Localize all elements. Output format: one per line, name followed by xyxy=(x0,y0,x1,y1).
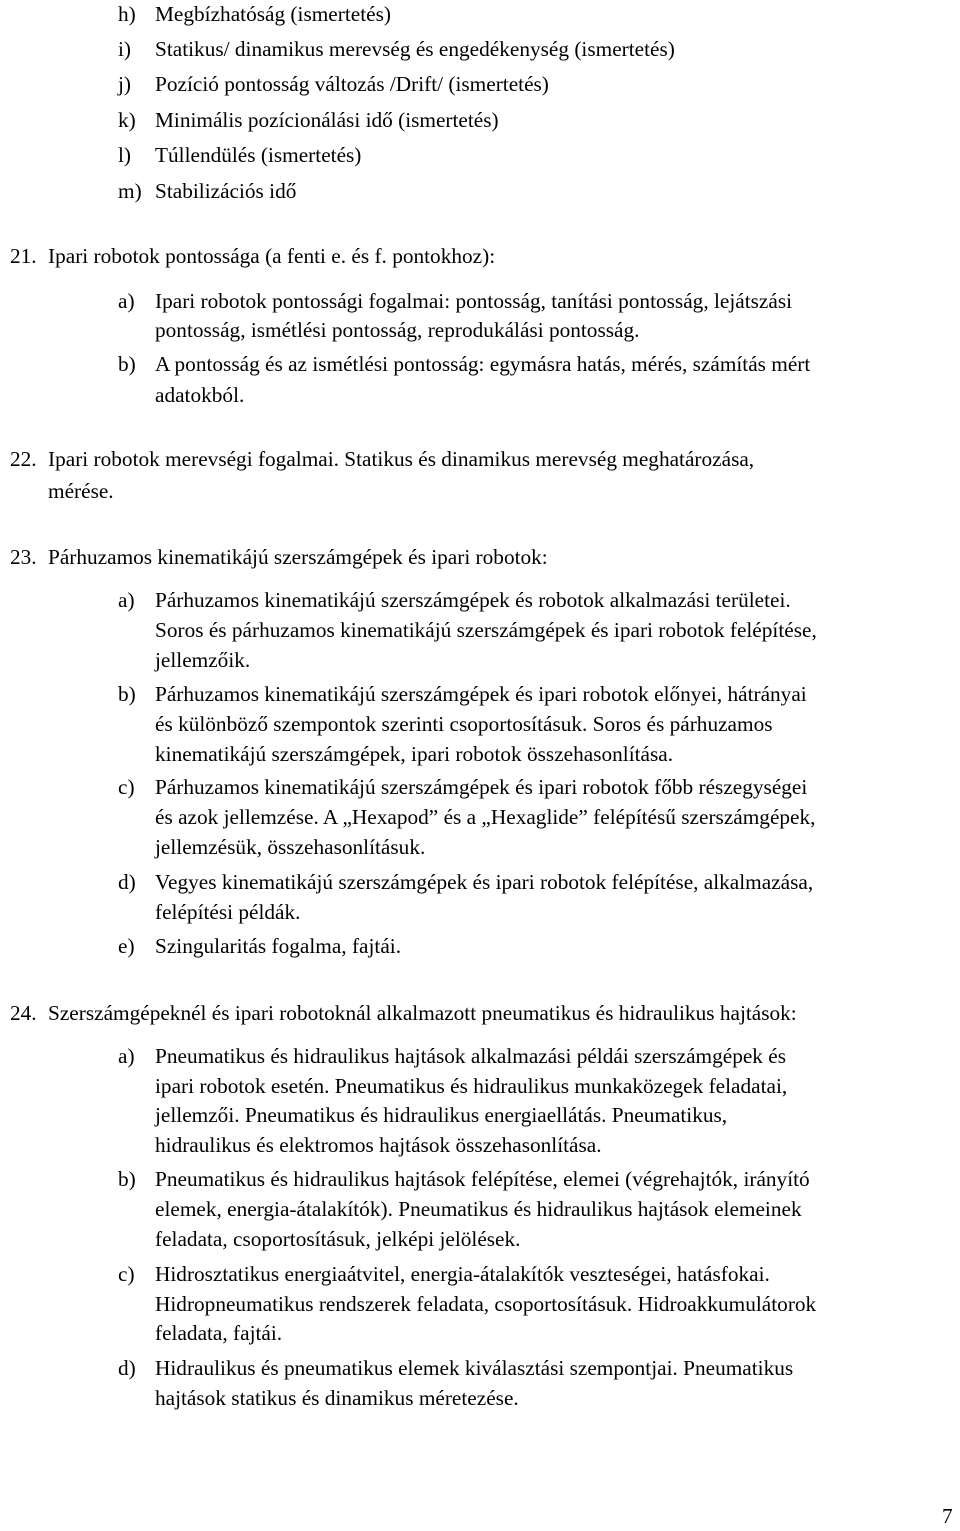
list-item-text: jellemzőik. xyxy=(155,648,251,672)
list-marker: a) xyxy=(118,289,135,313)
list-item-text: pontosság, ismétlési pontosság, reprodukálási pontosság. xyxy=(155,318,640,342)
list-item-text: hajtások statikus és dinamikus méretezése. xyxy=(155,1386,519,1410)
section-number: 21. xyxy=(10,244,37,268)
list-marker: a) xyxy=(118,1044,135,1068)
list-item-text: kinematikájú szerszámgépek, ipari robotok összehasonlítása. xyxy=(155,742,674,766)
list-marker: c) xyxy=(118,1262,135,1286)
list-item-text: Hidropneumatikus rendszerek feladata, csoportosításuk. Hidroakkumulátorok xyxy=(155,1292,817,1316)
list-marker: l) xyxy=(118,143,132,167)
section-number: 23. xyxy=(10,545,37,569)
list-item-text: jellemzői. Pneumatikus és hidraulikus energiaellátás. Pneumatikus, xyxy=(155,1103,728,1127)
list-item-text: Stabilizációs idő xyxy=(155,179,297,203)
list-item-text: Párhuzamos kinematikájú szerszámgépek és robotok alkalmazási területei. xyxy=(155,588,791,612)
section-number: 22. xyxy=(10,447,37,471)
section-title: Szerszámgépeknél és ipari robotoknál alkalmazott pneumatikus és hidraulikus hajtások: xyxy=(48,1001,797,1025)
section-number: 24. xyxy=(10,1001,37,1025)
list-item-text: és különböző szempontok szerinti csoportosításuk. Soros és párhuzamos xyxy=(155,712,773,736)
section-title: Ipari robotok merevségi fogalmai. Statikus és dinamikus merevség meghatározása, xyxy=(48,447,755,471)
section-title: Ipari robotok pontossága (a fenti e. és f. pontokhoz): xyxy=(48,244,496,268)
list-marker: a) xyxy=(118,588,135,612)
list-marker: d) xyxy=(118,1356,136,1380)
list-item-text: Párhuzamos kinematikájú szerszámgépek és ipari robotok előnyei, hátrányai xyxy=(155,682,807,706)
list-item-text: Soros és párhuzamos kinematikájú szerszámgépek és ipari robotok felépítése, xyxy=(155,618,817,642)
list-item-text: Megbízhatóság (ismertetés) xyxy=(155,2,391,26)
list-marker: e) xyxy=(118,934,135,958)
list-marker: b) xyxy=(118,1167,136,1191)
list-item-text: Ipari robotok pontossági fogalmai: pontosság, tanítási pontosság, lejátszási xyxy=(155,289,793,313)
list-item-text: feladata, fajtái. xyxy=(155,1321,283,1345)
list-item-text: Statikus/ dinamikus merevség és engedékenység (ismertetés) xyxy=(155,37,675,61)
section-title: Párhuzamos kinematikájú szerszámgépek és ipari robotok: xyxy=(48,545,548,569)
list-item-text: adatokból. xyxy=(155,383,245,407)
list-marker: h) xyxy=(118,2,136,26)
list-item-text: Minimális pozícionálási idő (ismertetés) xyxy=(155,108,499,132)
list-item-text: Túllendülés (ismertetés) xyxy=(155,143,362,167)
list-marker: d) xyxy=(118,870,136,894)
list-item-text: felépítési példák. xyxy=(155,900,301,924)
list-item-text: és azok jellemzése. A „Hexapod” és a „Hexaglide” felépítésű szerszámgépek, xyxy=(155,805,816,829)
section-title: mérése. xyxy=(48,479,114,503)
list-item-text: Hidraulikus és pneumatikus elemek kiválasztási szempontjai. Pneumatikus xyxy=(155,1356,794,1380)
list-item-text: A pontosság és az ismétlési pontosság: egymásra hatás, mérés, számítás mért xyxy=(155,352,811,376)
list-item-text: Pneumatikus és hidraulikus hajtások felépítése, elemei (végrehajtók, irányító xyxy=(155,1167,810,1191)
list-marker: j) xyxy=(118,72,132,96)
list-item-text: jellemzésük, összehasonlításuk. xyxy=(155,835,426,859)
list-marker: k) xyxy=(118,108,136,132)
list-item-text: Szingularitás fogalma, fajtái. xyxy=(155,934,402,958)
list-item-text: Pozíció pontosság változás /Drift/ (ismertetés) xyxy=(155,72,549,96)
list-item-text: elemek, energia-átalakítók). Pneumatikus és hidraulikus hajtások elemeinek xyxy=(155,1197,802,1221)
list-item-text: Hidrosztatikus energiaátvitel, energia-átalakítók veszteségei, hatásfokai. xyxy=(155,1262,770,1286)
page-number: 7 xyxy=(942,1504,953,1528)
list-item-text: feladata, csoportosításuk, jelképi jelölések. xyxy=(155,1227,521,1251)
list-marker: b) xyxy=(118,682,136,706)
list-marker: b) xyxy=(118,352,136,376)
list-marker: c) xyxy=(118,775,135,799)
list-marker: m) xyxy=(118,179,142,203)
list-marker: i) xyxy=(118,37,132,61)
list-item-text: ipari robotok esetén. Pneumatikus és hidraulikus munkaközegek feladatai, xyxy=(155,1074,788,1098)
list-item-text: Vegyes kinematikájú szerszámgépek és ipari robotok felépítése, alkalmazása, xyxy=(155,870,814,894)
list-item-text: Pneumatikus és hidraulikus hajtások alkalmazási példái szerszámgépek és xyxy=(155,1044,787,1068)
list-item-text: Párhuzamos kinematikájú szerszámgépek és ipari robotok főbb részegységei xyxy=(155,775,808,799)
list-item-text: hidraulikus és elektromos hajtások összehasonlítása. xyxy=(155,1133,602,1157)
